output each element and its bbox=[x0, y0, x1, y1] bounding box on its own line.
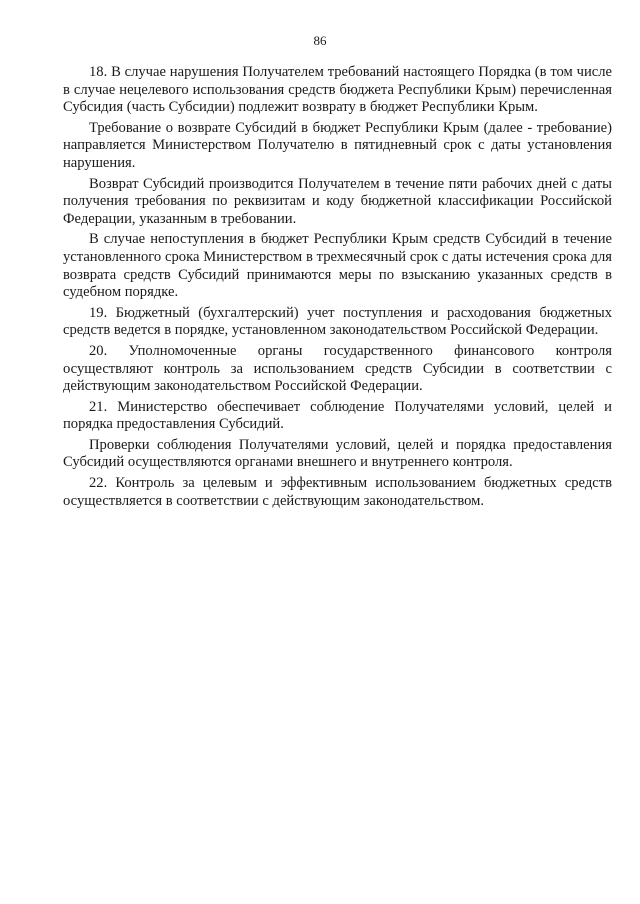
paragraph-21-inspections: Проверки соблюдения Получателями условий, целей и порядка предоставления Субсидий осуществляются органами внешнего и внутреннего контроля. bbox=[63, 436, 612, 471]
paragraph-22: 22. Контроль за целевым и эффективным использованием бюджетных средств осуществляется в соответствии с действующим законодательством. bbox=[63, 475, 612, 509]
paragraph-20: 20. Уполномоченные органы государственного финансового контроля осуществляют контроль за использованием средств Субсидии в соответствии с действующим законодательством Российской Федерации. bbox=[63, 342, 612, 395]
paragraph-18-enforcement: В случае непоступления в бюджет Республики Крым средств Субсидий в течение установленного срока Министерством в трехмесячный срок с даты истечения срока для возврата средств Субсидий принимаются меры по взысканию указанных средств в судебном порядке. bbox=[63, 231, 612, 301]
document-body bbox=[63, 64, 612, 510]
paragraph-21: 21. Министерство обеспечивает соблюдение Получателями условий, целей и порядка предоставления Субсидий. bbox=[63, 398, 612, 433]
paragraph-18-refund: Возврат Субсидий производится Получателем в течение пяти рабочих дней с даты получения требования по реквизитам и коду бюджетной классификации Российской Федерации, указанным в требовании. bbox=[63, 175, 612, 227]
paragraph-18: 18. В случае нарушения Получателем требований настоящего Порядка (в том числе в случае нецелевого использования средств бюджета Республики Крым) перечисленная Субсидия (часть Субсидии) подлежит возврату в бюджет Республики Крым. bbox=[63, 64, 612, 116]
paragraph-18-demand: Требование о возврате Субсидий в бюджет Республики Крым (далее - требование) направляется Министерством Получателю в пятидневный срок с даты установления нарушения. bbox=[63, 119, 612, 171]
paragraph-19: 19. Бюджетный (бухгалтерский) учет поступления и расходования бюджетных средств ведется в порядке, установленном законодательством Российской Федерации. bbox=[63, 304, 612, 339]
page-number: 86 bbox=[313, 33, 327, 48]
